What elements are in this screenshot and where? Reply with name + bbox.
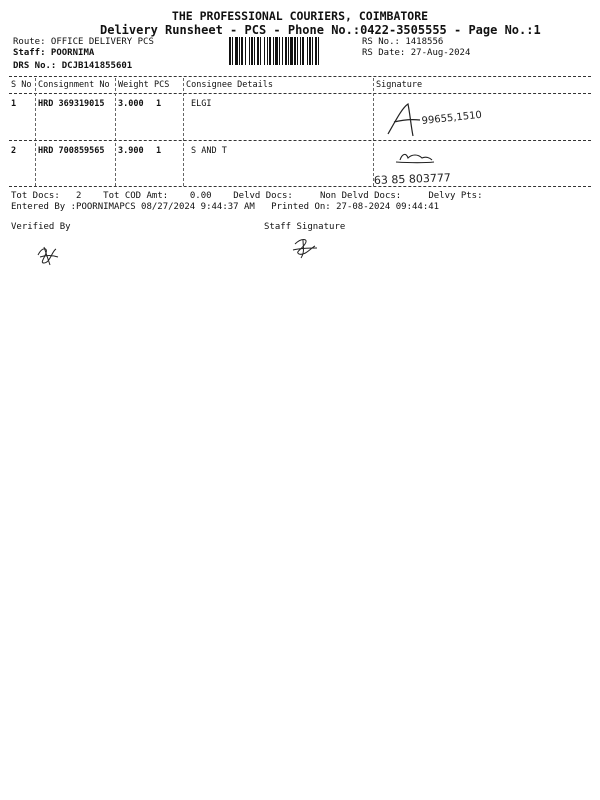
verifier-initials-signature	[34, 243, 62, 267]
col-header-consignee: Consignee Details	[186, 80, 273, 90]
col-header-signature: Signature	[376, 80, 423, 90]
row-consignment-no: HRD 369319015	[38, 99, 105, 109]
row-weight: 3.000	[118, 99, 144, 109]
tot-cod-label: Tot COD Amt:	[103, 191, 169, 201]
handwritten-signature-2	[372, 146, 512, 188]
entry-line	[11, 202, 439, 212]
col-sep	[183, 78, 184, 186]
rs-number: RS No.: 1418556	[362, 37, 444, 47]
col-header-consignment: Consignment No	[38, 80, 110, 90]
col-header-weight: Weight	[118, 80, 149, 90]
signature-phone-text: 99655,1510	[421, 109, 483, 127]
header-bottom-rule	[9, 93, 591, 94]
staff-label: Staff: POORNIMA	[13, 48, 95, 58]
route-label: Route: OFFICE DELIVERY PCS	[13, 37, 154, 47]
table-top-rule	[9, 76, 591, 77]
tot-docs-label: Tot Docs:	[11, 191, 60, 201]
row-pcs: 1	[156, 146, 162, 156]
table-bottom-rule	[9, 186, 591, 187]
col-header-sno: S No	[11, 80, 32, 90]
totals-line	[11, 191, 483, 201]
col-header-pcs: PCS	[154, 80, 170, 90]
row-consignee: ELGI	[191, 99, 212, 109]
runsheet-title: Delivery Runsheet - PCS - Phone No.:0422-3505555 - Page No.:1	[100, 23, 541, 37]
verified-by-label: Verified By	[11, 222, 71, 232]
non-delvd-docs-label: Non Delvd Docs:	[319, 191, 402, 201]
row-sno: 2	[11, 146, 17, 156]
delvy-pts-label: Delvy Pts:	[428, 191, 483, 201]
col-sep	[115, 78, 116, 186]
drs-number: DRS No.: DCJB141855601	[13, 61, 133, 71]
entered-by: Entered By :POORNIMAPCS 08/27/2024 9:44:37 AM	[11, 202, 255, 212]
barcode-image	[229, 37, 355, 65]
row-sno: 1	[11, 99, 17, 109]
row-pcs: 1	[156, 99, 162, 109]
row-consignee: S AND T	[191, 146, 227, 156]
staff-signature-label: Staff Signature	[264, 222, 346, 232]
row-rule	[9, 140, 591, 141]
delvd-docs-label: Delvd Docs:	[233, 191, 293, 201]
tot-docs-value: 2	[76, 191, 82, 201]
company-title: THE PROFESSIONAL COURIERS, COIMBATORE	[171, 9, 429, 23]
row-weight: 3.900	[118, 146, 144, 156]
tot-cod-value: 0.00	[189, 191, 212, 201]
row-consignment-no: HRD 700859565	[38, 146, 105, 156]
printed-on: Printed On: 27-08-2024 09:44:41	[271, 202, 440, 212]
staff-initials-signature	[289, 236, 319, 260]
handwritten-signature-1	[380, 100, 520, 142]
signature-phone-text: 63 85 803777	[373, 171, 452, 187]
rs-date: RS Date: 27-Aug-2024	[362, 48, 471, 58]
col-sep	[35, 78, 36, 186]
